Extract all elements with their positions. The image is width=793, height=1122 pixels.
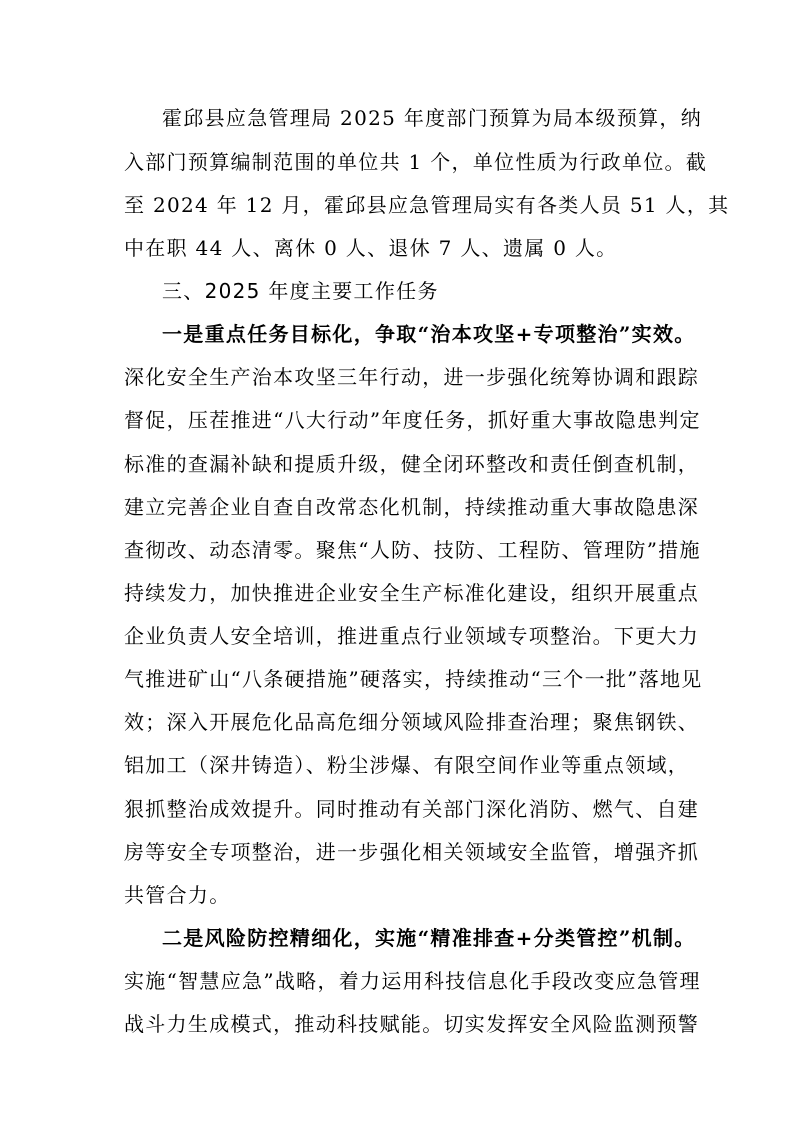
paragraph-3-line-12: 房等安全专项整治，进一步强化相关领域安全监管，增强齐抓 [124,840,700,864]
paragraph-3-line-9: 效；深入开展危化品高危细分领域风险排查治理；聚焦钢铁、 [124,710,700,734]
paragraph-1-line-2: 入部门预算编制范围的单位共 1 个，单位性质为行政单位。截 [124,150,708,174]
paragraph-3-line-1: 深化安全生产治本攻坚三年行动，进一步强化统筹协调和跟踪 [124,365,700,389]
paragraph-4-line-2: 战斗力生成模式，推动科技赋能。切实发挥安全风险监测预警 [124,1012,700,1036]
paragraph-3-line-11: 狠抓整治成效提升。同时推动有关部门深化消防、燃气、自建 [124,797,700,821]
section-heading: 三、2025 年度主要工作任务 [162,279,439,303]
paragraph-3-line-4: 建立完善企业自查自改常态化机制，持续推动重大事故隐患深 [124,495,700,519]
paragraph-4-line-1: 实施“智慧应急”战略，着力运用科技信息化手段改变应急管理 [124,969,701,993]
paragraph-4-lead: 二是风险防控精细化，实施“精准排查+分类管控”机制。 [162,926,696,950]
paragraph-3-lead: 一是重点任务目标化，争取“治本攻坚+专项整治”实效。 [162,322,696,346]
paragraph-3-line-2: 督促，压茬推进“八大行动”年度任务，抓好重大事故隐患判定 [124,408,701,432]
paragraph-1-line-3: 至 2024 年 12 月，霍邱县应急管理局实有各类人员 51 人，其 [124,193,730,217]
paragraph-3-line-5: 查彻改、动态清零。聚焦“人防、技防、工程防、管理防”措施 [124,538,701,562]
paragraph-1-line-1: 霍邱县应急管理局 2025 年度部门预算为局本级预算，纳 [162,106,703,130]
paragraph-3-line-6: 持续发力，加快推进企业安全生产标准化建设，组织开展重点 [124,581,700,605]
paragraph-3-line-8: 气推进矿山“八条硬措施”硬落实，持续推动“三个一批”落地见 [124,667,703,691]
paragraph-3-line-10: 铝加工（深井铸造）、粉尘涉爆、有限空间作业等重点领域， [124,753,690,777]
paragraph-3-line-13: 共管合力。 [124,883,231,907]
paragraph-3-line-7: 企业负责人安全培训，推进重点行业领域专项整治。下更大力 [124,624,700,648]
paragraph-1-line-4: 中在职 44 人、离休 0 人、退休 7 人、遗属 0 人。 [124,236,618,260]
paragraph-3-line-3: 标准的查漏补缺和提质升级，健全闭环整改和责任倒查机制， [124,452,700,476]
